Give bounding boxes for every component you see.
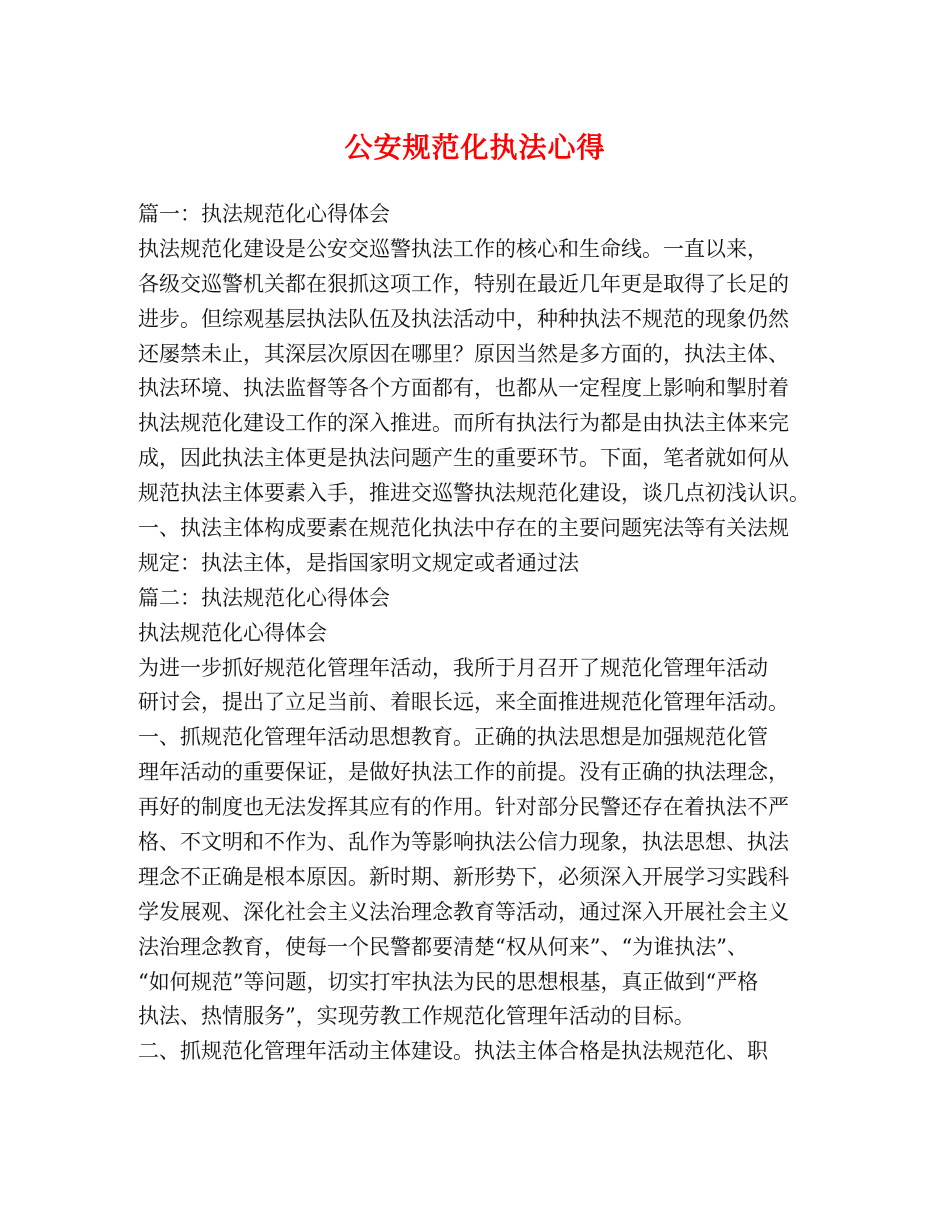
body-line: “如何规范”等问题，切实打牢执法为民的思想根基，真正做到“严格: [138, 969, 759, 994]
document-title: 公安规范化执法心得: [344, 131, 606, 164]
body-line: 篇一：执法规范化心得体会: [138, 202, 390, 226]
body-line: 执法规范化心得体会: [138, 620, 327, 645]
body-line: 执法环境、执法监督等各个方面都有，也都从一定程度上影响和掣肘着: [138, 376, 789, 401]
body-line: 法治理念教育，使每一个民警都要清楚“权从何来”、“为谁执法”、: [138, 934, 748, 959]
body-line: 理年活动的重要保证，是做好执法工作的前提。没有正确的执法理念，: [138, 760, 789, 785]
body-line: 学发展观、深化社会主义法治理念教育等活动，通过深入开展社会主义: [138, 899, 789, 924]
body-line: 执法、热情服务”，实现劳教工作规范化管理年活动的目标。: [138, 1004, 695, 1029]
body-line: 规范执法主体要素入手，推进交巡警执法规范化建设，谈几点初浅认识。: [138, 481, 810, 506]
body-line: 执法规范化建设工作的深入推进。而所有执法行为都是由执法主体来完: [138, 411, 789, 436]
body-line: 规定：执法主体，是指国家明文规定或者通过法: [138, 550, 579, 575]
body-line: 研讨会，提出了立足当前、着眼长远，来全面推进规范化管理年活动。: [138, 690, 789, 715]
body-line: 执法规范化建设是公安交巡警执法工作的核心和生命线。一直以来，: [138, 236, 768, 261]
body-line: 格、不文明和不作为、乱作为等影响执法公信力现象，执法思想、执法: [138, 830, 789, 855]
body-line: 成，因此执法主体更是执法问题产生的重要环节。下面，笔者就如何从: [138, 446, 789, 471]
body-line: 为进一步抓好规范化管理年活动，我所于月召开了规范化管理年活动: [138, 655, 768, 680]
document-body: [138, 197, 838, 1069]
body-line: 进步。但综观基层执法队伍及执法活动中，种种执法不规范的现象仍然: [138, 306, 789, 331]
body-line: 一、抓规范化管理年活动思想教育。正确的执法思想是加强规范化管: [138, 725, 768, 750]
body-line: 理念不正确是根本原因。新时期、新形势下，必须深入开展学习实践科: [138, 864, 789, 889]
body-line: 各级交巡警机关都在狠抓这项工作，特别在最近几年更是取得了长足的: [138, 271, 789, 296]
body-line: 还屡禁未止，其深层次原因在哪里？原因当然是多方面的，执法主体、: [138, 341, 789, 366]
section-heading: 篇二：执法规范化心得体会: [138, 585, 390, 610]
body-line: 一、执法主体构成要素在规范化执法中存在的主要问题宪法等有关法规: [138, 516, 789, 541]
body-line: 二、抓规范化管理年活动主体建设。执法主体合格是执法规范化、职: [138, 1039, 768, 1064]
body-line: 再好的制度也无法发挥其应有的作用。针对部分民警还存在着执法不严: [138, 795, 789, 820]
